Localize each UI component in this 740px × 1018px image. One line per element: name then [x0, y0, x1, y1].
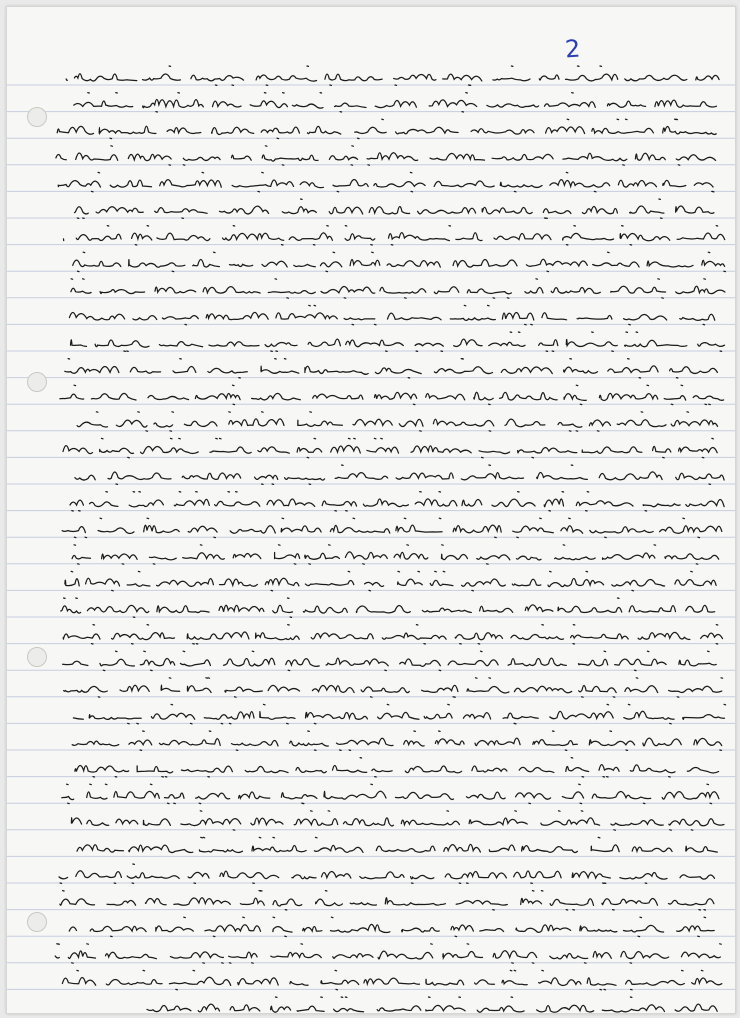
ink-stroke — [65, 359, 718, 378]
ink-stroke — [55, 944, 721, 963]
ink-stroke — [72, 545, 719, 564]
handwritten-line — [72, 731, 722, 750]
handwritten-line — [74, 93, 717, 112]
handwritten-line — [73, 252, 726, 271]
ink-stroke — [61, 598, 715, 617]
handwritten-line — [75, 465, 724, 484]
handwritten-line — [70, 492, 724, 511]
handwritten-line — [56, 146, 716, 165]
ink-stroke — [147, 997, 717, 1013]
handwritten-line — [77, 412, 717, 431]
ink-stroke — [60, 891, 714, 910]
ink-stroke — [62, 970, 721, 989]
ink-stroke — [56, 146, 716, 165]
handwritten-line — [60, 891, 714, 910]
ink-stroke — [62, 518, 722, 537]
handwritten-line — [72, 545, 719, 564]
ink-stroke — [77, 412, 717, 431]
handwritten-line — [58, 172, 714, 191]
ink-stroke — [75, 758, 719, 777]
handwritten-line — [77, 837, 717, 852]
handwritten-line — [59, 864, 715, 883]
ink-stroke — [69, 305, 714, 324]
ink-stroke — [75, 465, 724, 484]
ink-stroke — [66, 66, 719, 85]
handwritten-line — [69, 305, 714, 324]
ink-stroke — [59, 864, 715, 883]
ink-stroke — [73, 252, 726, 271]
ink-stroke — [64, 226, 725, 245]
ink-stroke — [77, 837, 717, 852]
handwritten-line — [65, 571, 716, 590]
ink-stroke — [57, 119, 716, 138]
ink-stroke — [69, 917, 714, 936]
ink-stroke — [73, 704, 725, 723]
ink-stroke — [62, 784, 719, 803]
ink-stroke — [74, 93, 717, 112]
page-number: 2 — [564, 34, 582, 64]
handwritten-line — [147, 997, 717, 1013]
ink-stroke — [75, 199, 714, 218]
ink-stroke — [72, 731, 722, 750]
handwritten-line — [63, 625, 722, 644]
ink-stroke — [63, 625, 722, 644]
handwritten-line — [63, 438, 717, 457]
ink-stroke — [71, 811, 724, 830]
handwritten-line — [75, 758, 719, 777]
handwritten-line — [66, 66, 719, 85]
handwritten-line — [61, 598, 715, 617]
handwritten-line — [73, 704, 725, 723]
handwritten-line — [62, 784, 719, 803]
ink-stroke — [63, 438, 717, 457]
ink-stroke — [70, 492, 724, 511]
handwritten-line — [71, 332, 725, 351]
letter-page — [6, 6, 736, 1014]
ink-stroke — [71, 332, 725, 351]
handwritten-line — [71, 279, 725, 298]
ink-stroke — [71, 279, 725, 298]
handwritten-line — [57, 119, 716, 138]
handwritten-line — [69, 917, 714, 936]
ink-stroke — [60, 385, 724, 404]
handwritten-line — [55, 944, 721, 963]
ink-stroke — [65, 571, 716, 590]
handwritten-body — [7, 7, 735, 1013]
handwritten-line — [71, 811, 724, 830]
ink-stroke — [58, 172, 714, 191]
ink-stroke — [63, 651, 717, 670]
handwritten-line — [64, 226, 725, 245]
handwritten-line — [63, 651, 717, 670]
handwritten-line — [64, 678, 723, 697]
handwritten-line — [65, 359, 718, 378]
handwritten-line — [75, 199, 714, 218]
handwritten-line — [62, 518, 722, 537]
handwritten-line — [62, 970, 721, 989]
ink-stroke — [64, 678, 723, 697]
handwritten-line — [60, 385, 724, 404]
